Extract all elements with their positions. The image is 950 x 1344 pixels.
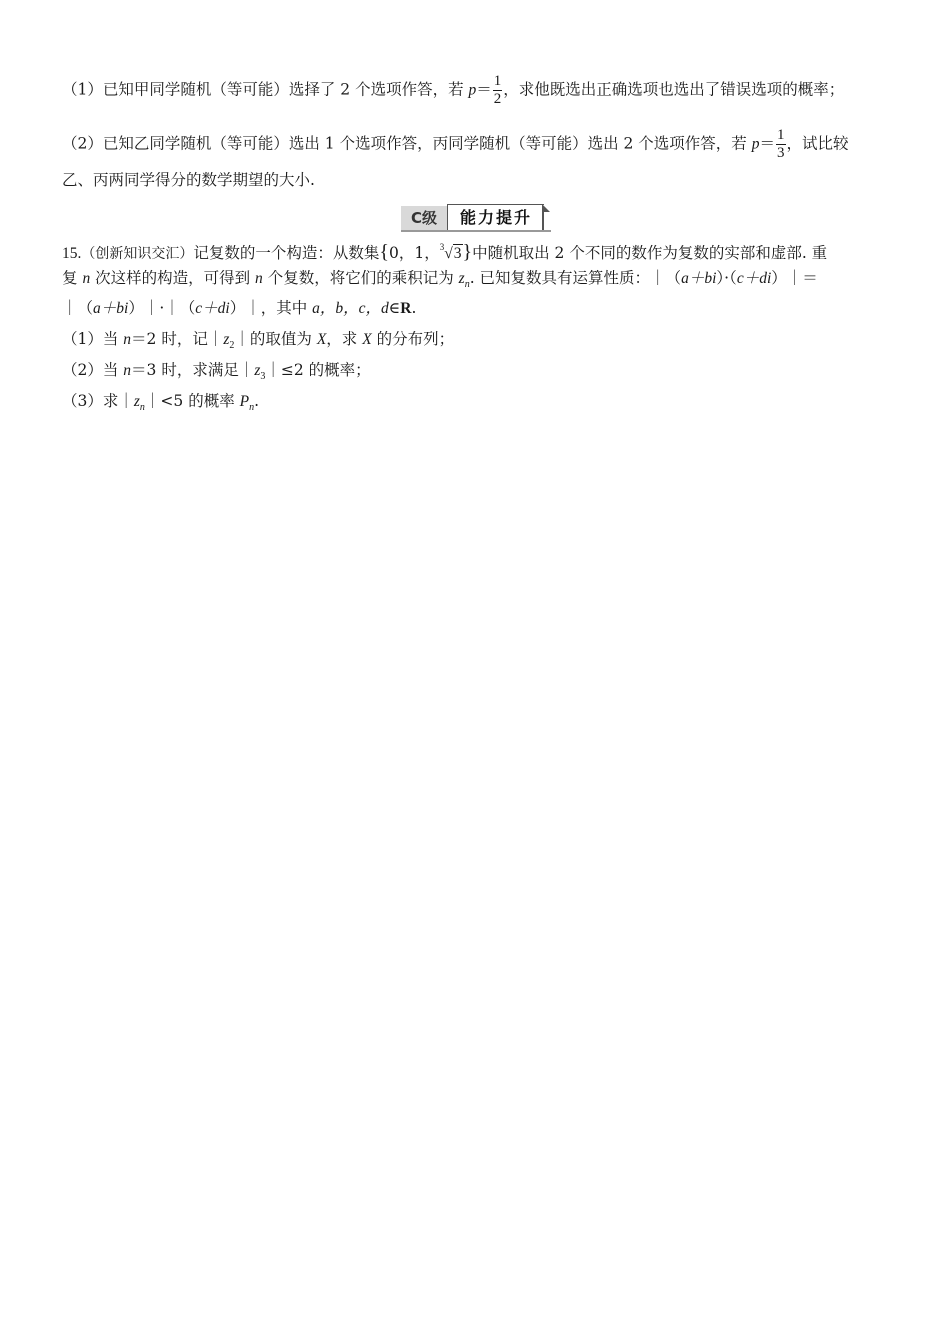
badge-underline [401, 230, 551, 232]
sub1-a: （1）当 [62, 330, 124, 348]
p15-l1-a: 记复数的一个构造：从数集 [193, 244, 380, 262]
q1-text-before: （1）已知甲同学随机（等可能）选择了 2 个选项作答，若 [62, 80, 469, 99]
var-n: n [82, 270, 91, 287]
sub2-z-sub: 3 [260, 371, 266, 383]
q2-equals: ＝ [759, 135, 775, 153]
vars-abcd: a，b，c，d [312, 300, 389, 317]
sub3-b: ｜<5 的概率 [144, 392, 240, 410]
set-close-brace: } [462, 241, 473, 263]
sub3-P: P [239, 393, 250, 410]
p15-l2-d: . 已知复数具有运算性质：｜（ [469, 269, 682, 287]
set-open-brace: { [379, 241, 389, 263]
sub1-z: z [223, 331, 230, 348]
sub1-X: X [316, 331, 327, 348]
q1-equals: ＝ [476, 81, 492, 99]
badge-corner-fold [542, 204, 550, 212]
badge-grade: C级 [401, 206, 447, 230]
question-part-1 [62, 73, 844, 108]
q2-fraction [776, 127, 786, 162]
badge-edge [542, 212, 544, 232]
section-badge [401, 203, 551, 232]
expr-c-di: c＋di [736, 270, 772, 287]
p15-l2-c: 个复数，将它们的乘积记为 [262, 269, 459, 287]
q2-text-before: （2）已知乙同学随机（等可能）选出 1 个选项作答，丙同学随机（等可能）选出 2 个选项作答，若 [62, 134, 752, 153]
subquestion-3 [62, 390, 259, 419]
sub1-z-sub: 2 [229, 340, 235, 352]
q1-fraction-denominator: 2 [493, 91, 502, 107]
p15-l1-b: 中随机取出 2 个不同的数作为复数的实部和虚部. 重 [472, 244, 828, 262]
expr-c-di-2: c＋di [195, 300, 230, 317]
sub2-n: n [123, 362, 132, 379]
q2-text-after: ，试比较 [786, 134, 849, 153]
p15-l2-b: 次这样的构造，可得到 [90, 269, 256, 287]
sub2-c: ｜≤2 的概率； [265, 361, 371, 379]
p15-l3-end: . [411, 299, 417, 317]
question-part-2-continued [62, 169, 315, 191]
sub1-d: ，求 [326, 330, 363, 348]
sub1-c: ｜的取值为 [234, 330, 317, 348]
p15-l3-e: ）｜，其中 [229, 299, 313, 317]
q1-fraction-numerator: 1 [493, 73, 502, 89]
sub1-b: ＝2 时，记｜ [131, 330, 224, 348]
sub3-a: （3）求｜ [62, 392, 134, 410]
problem15-line3 [62, 297, 416, 320]
problem15-line1 [62, 236, 827, 265]
problem-tag: （创新知识交汇） [81, 246, 194, 262]
root-index: 3 [439, 242, 445, 252]
sub3-z-sub: n [139, 402, 145, 414]
var-z: z [458, 270, 465, 287]
sub1-X-2: X [362, 331, 372, 348]
q2-continued-text: 乙、丙两同学得分的数学期望的大小. [62, 171, 315, 189]
sub2-b: ＝3 时，求满足｜ [131, 361, 255, 379]
q2-fraction-denominator: 3 [777, 145, 785, 161]
p15-l3-a: ｜（ [62, 299, 94, 317]
badge-label: 能力提升 [447, 204, 544, 232]
sub3-end: . [254, 392, 260, 410]
question-part-2 [62, 127, 849, 162]
sub3-z: z [133, 393, 140, 410]
sub1-e: 的分布列； [371, 330, 455, 348]
sub3-P-sub: n [249, 402, 255, 414]
p15-l2-f: ）·（ [716, 269, 737, 287]
q2-fraction-numerator: 1 [777, 127, 785, 143]
problem15-line2 [62, 267, 818, 296]
var-n-2: n [255, 270, 263, 287]
sub2-z: z [254, 362, 261, 379]
expr-a-bi-2: a＋bi [93, 300, 129, 317]
subquestion-1 [62, 328, 454, 357]
real-numbers-R: R [400, 300, 412, 317]
problem-number: 15. [62, 245, 82, 262]
cube-root: $^3$√3 [439, 242, 462, 262]
var-z-sub: n [464, 279, 470, 291]
p15-l3-c: ）｜·｜（ [128, 299, 196, 317]
subquestion-2 [62, 359, 371, 388]
set-elements: 0，1， [389, 244, 440, 262]
sub1-n: n [123, 331, 132, 348]
q2-var-p: p [751, 135, 760, 153]
p15-l2-a: 复 [62, 269, 83, 287]
q1-text-after: ，求他既选出正确选项也选出了错误选项的概率； [503, 80, 845, 99]
q1-fraction [493, 73, 503, 108]
p15-l2-h: ）｜＝ [771, 269, 818, 287]
root-radicand: 3 [453, 245, 462, 262]
expr-a-bi: a＋bi [681, 270, 717, 287]
element-of: ∈ [388, 300, 401, 317]
sub2-a: （2）当 [62, 361, 124, 379]
q1-var-p: p [468, 81, 477, 99]
